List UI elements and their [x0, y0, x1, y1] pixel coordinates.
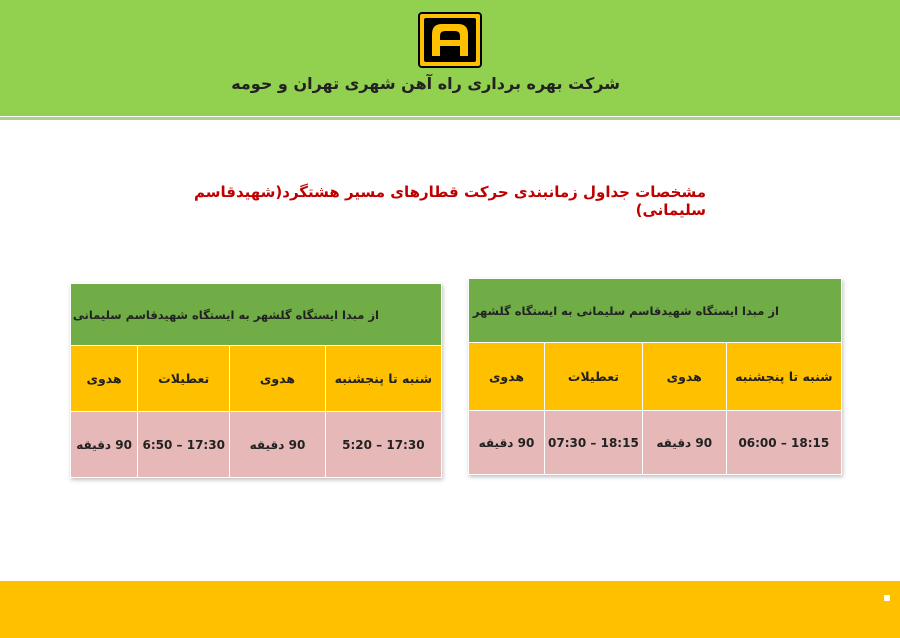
footer-bar — [0, 581, 900, 638]
footer-mark — [884, 595, 890, 601]
schedule-table-to-golshahr — [468, 278, 842, 475]
column-header: تعطیلات — [138, 346, 230, 412]
table-cell: 17:30 – 6:50 — [138, 412, 230, 478]
column-header: تعطیلات — [545, 343, 643, 411]
schedule-table-to-soleimani — [70, 283, 442, 478]
table-cell: 90 دقیقه — [642, 411, 726, 475]
column-header: هدوی — [71, 346, 138, 412]
column-header: هدوی — [642, 343, 726, 411]
header-divider — [0, 117, 900, 120]
column-header: شنبه تا پنجشنبه — [726, 343, 841, 411]
table-cell: 90 دقیقه — [71, 412, 138, 478]
table-cell: 17:30 – 5:20 — [325, 412, 441, 478]
table-heading: از مبدا ایستگاه شهیدقاسم سلیمانی به ایستگاه گلشهر — [469, 279, 842, 343]
company-name: شرکت بهره برداری راه آهن شهری تهران و حومه — [231, 74, 620, 93]
metro-logo-icon — [418, 12, 482, 68]
column-header: شنبه تا پنجشنبه — [325, 346, 441, 412]
column-header: هدوی — [230, 346, 325, 412]
page-title: مشخصات جداول زمانبندی حرکت قطارهای مسیر هشتگرد(شهیدقاسم سلیمانی) — [193, 183, 706, 219]
column-header: هدوی — [469, 343, 545, 411]
table-cell: 90 دقیقه — [469, 411, 545, 475]
table-cell: 18:15 – 06:00 — [726, 411, 841, 475]
table-cell: 90 دقیقه — [230, 412, 325, 478]
table-cell: 18:15 – 07:30 — [545, 411, 643, 475]
table-heading: از مبدا ایستگاه گلشهر به ایستگاه شهیدقاسم سلیمانی — [71, 284, 442, 346]
